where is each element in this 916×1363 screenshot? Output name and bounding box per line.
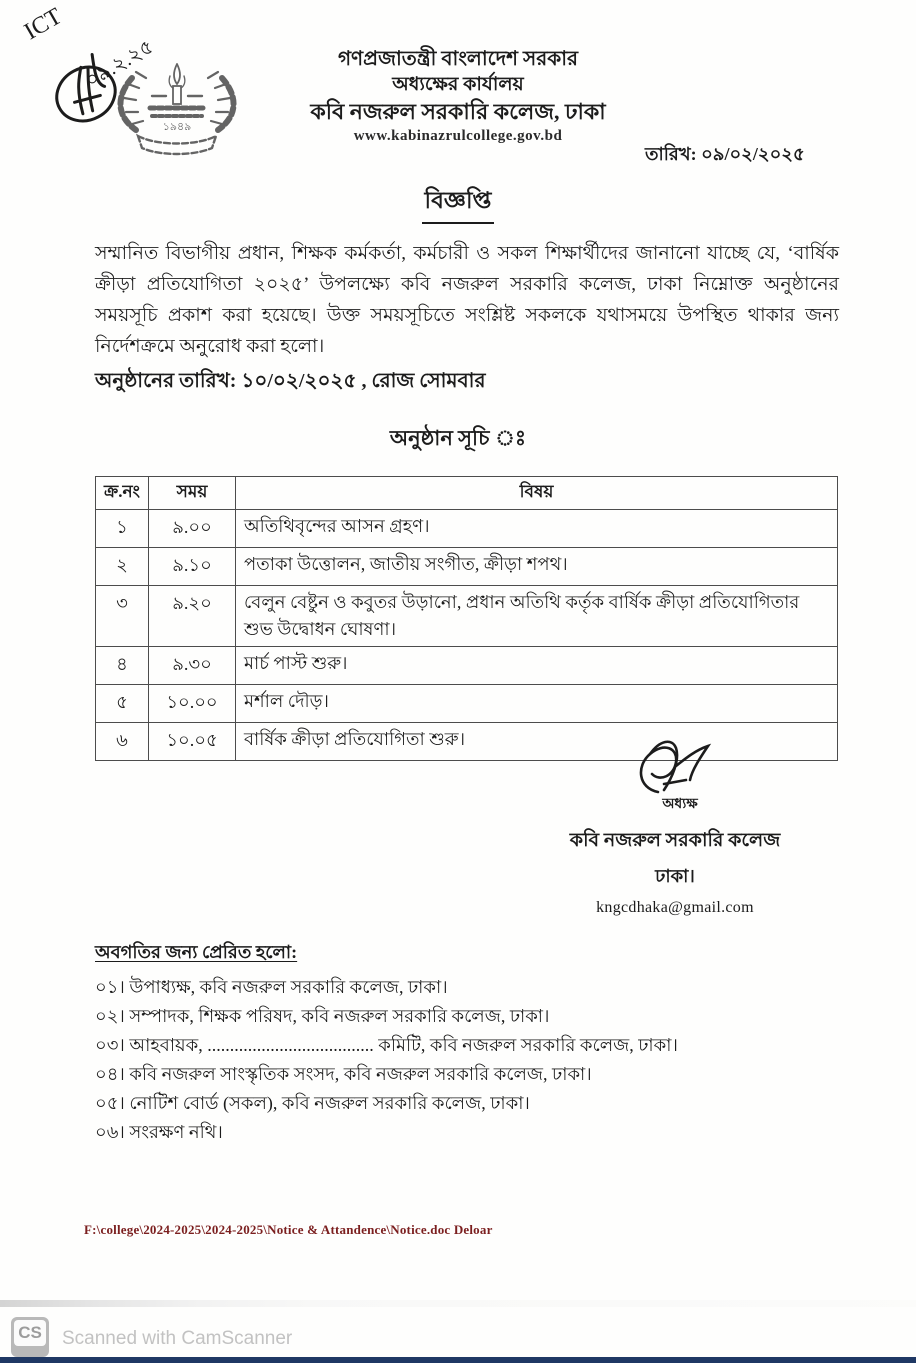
table-row — [96, 647, 838, 685]
signatory-email: kngcdhaka@gmail.com — [596, 899, 754, 916]
table-cell: বেলুন বেষ্টুন ও কবুতর উড়ানো, প্রধান অতিথি কর্তৃক বার্ষিক ক্রীড়া প্রতিযোগিতার শুভ উদ্বোধন ঘোষণা। — [236, 586, 838, 647]
notice-title-wrap — [0, 182, 916, 224]
table-row — [96, 510, 838, 548]
document-file-path: F:\college\2024-2025\2024-2025\Notice & Attandence\Notice.doc Deloar — [84, 1222, 493, 1237]
handwritten-date: ০৯.২.২৫ — [81, 35, 158, 93]
schedule-heading: অনুষ্ঠান সূচি ঃ — [389, 426, 527, 450]
schedule-table — [95, 476, 838, 761]
camscanner-logo-icon — [11, 1317, 49, 1357]
distribution-section — [95, 938, 795, 1151]
column-header: বিষয় — [236, 477, 838, 510]
signature-block — [525, 738, 825, 917]
scan-edge-shadow — [0, 1300, 916, 1307]
distribution-heading: অবগতির জন্য প্রেরিত হলো: — [95, 942, 298, 962]
table-cell: ১০.০৫ — [149, 723, 236, 761]
letterhead — [0, 46, 916, 146]
table-cell: ৯.০০ — [149, 510, 236, 548]
table-cell: ৪ — [96, 647, 149, 685]
camscanner-logo-text: CS — [14, 1320, 46, 1346]
table-row — [96, 586, 838, 647]
table-cell: মর্শাল দৌড়। — [236, 685, 838, 723]
distribution-item: ০১। উপাধ্যক্ষ, কবি নজরুল সরকারি কলেজ, ঢাকা। — [95, 977, 448, 997]
distribution-item: ০২। সম্পাদক, শিক্ষক পরিষদ, কবি নজরুল সরকারি কলেজ, ঢাকা। — [95, 1006, 550, 1026]
principal-signature-scribble — [620, 738, 730, 800]
table-cell: ৬ — [96, 723, 149, 761]
table-cell: পতাকা উত্তোলন, জাতীয় সংগীত, ক্রীড়া শপথ। — [236, 548, 838, 586]
table-cell: অতিথিবৃন্দের আসন গ্রহণ। — [236, 510, 838, 548]
handwritten-ict-label: ICT — [20, 3, 67, 46]
schedule-table-body — [96, 510, 838, 761]
distribution-list — [95, 977, 795, 1142]
notice-date: তারিখ: ০৯/০২/২০২৫ — [645, 144, 805, 164]
table-cell: মার্চ পাস্ট শুরু। — [236, 647, 838, 685]
table-cell: ৯.২০ — [149, 586, 236, 647]
distribution-item: ০৫। নোটিশ বোর্ড (সকল), কবি নজরুল সরকারি কলেজ, ঢাকা। — [95, 1093, 530, 1113]
table-row — [96, 685, 838, 723]
table-cell: ১০.০০ — [149, 685, 236, 723]
distribution-item: ০৪। কবি নজরুল সাংস্কৃতিক সংসদ, কবি নজরুল সরকারি কলেজ, ঢাকা। — [95, 1064, 592, 1084]
table-cell: ৯.৩০ — [149, 647, 236, 685]
column-header: ক্র.নং — [96, 477, 149, 510]
signatory-college: কবি নজরুল সরকারি কলেজ — [569, 830, 781, 851]
college-name: কবি নজরুল সরকারি কলেজ, ঢাকা — [310, 99, 606, 125]
table-cell: ৯.১০ — [149, 548, 236, 586]
table-row — [96, 548, 838, 586]
table-cell: ১ — [96, 510, 149, 548]
camscanner-watermark-text: Scanned with CamScanner — [62, 1328, 293, 1349]
table-cell: ২ — [96, 548, 149, 586]
signatory-city: ঢাকা। — [655, 866, 695, 886]
schedule-table-header-row — [96, 477, 838, 510]
distribution-item: ০৩। আহবায়ক, ..................................... কমিটি, কবি নজরুল সরকারি কলেজ, ঢাকা। — [95, 1035, 678, 1055]
notice-body-paragraph: সম্মানিত বিভাগীয় প্রধান, শিক্ষক কর্মকর্তা, কর্মচারী ও সকল শিক্ষার্থীদের জানানো যাচ্ছে যে, ‘বার্ষিক ক্রীড়া প্রতিযোগিতা ২০২৫’ উপলক্ষ্যে কবি নজরুল সরকারি কলেজ, ঢাকা নিম্নোক্ত অনুষ্ঠানের সময়সূচি প্রকাশ করা হয়েছে। উক্ত সময়সূচিতে সংশ্লিষ্ট সকলকে যথাসময়ে উপস্থিত থাকার জন্য নির্দেশক্রমে অনুরোধ করা হলো। — [95, 243, 839, 357]
college-website: www.kabinazrulcollege.gov.bd — [353, 127, 563, 144]
column-header: সময় — [149, 477, 236, 510]
event-date-line: অনুষ্ঠানের তারিখ: ১০/০২/২০২৫ , রোজ সোমবার — [95, 370, 486, 392]
table-cell: ৩ — [96, 586, 149, 647]
office-name: অধ্যক্ষের কার্যালয় — [392, 74, 524, 96]
seal-year: ১৯৪৯ — [162, 121, 192, 133]
distribution-item: ০৬। সংরক্ষণ নথি। — [95, 1122, 223, 1142]
government-name: গণপ্রজাতন্ত্রী বাংলাদেশ সরকার — [337, 48, 579, 70]
notice-title: বিজ্ঞপ্তি — [422, 182, 495, 224]
signatory-designation: অধ্যক্ষ — [662, 797, 698, 812]
table-cell: বার্ষিক ক্রীড়া প্রতিযোগিতা শুরু। — [236, 723, 838, 761]
bottom-navy-strip — [0, 1357, 916, 1363]
table-cell: ৫ — [96, 685, 149, 723]
